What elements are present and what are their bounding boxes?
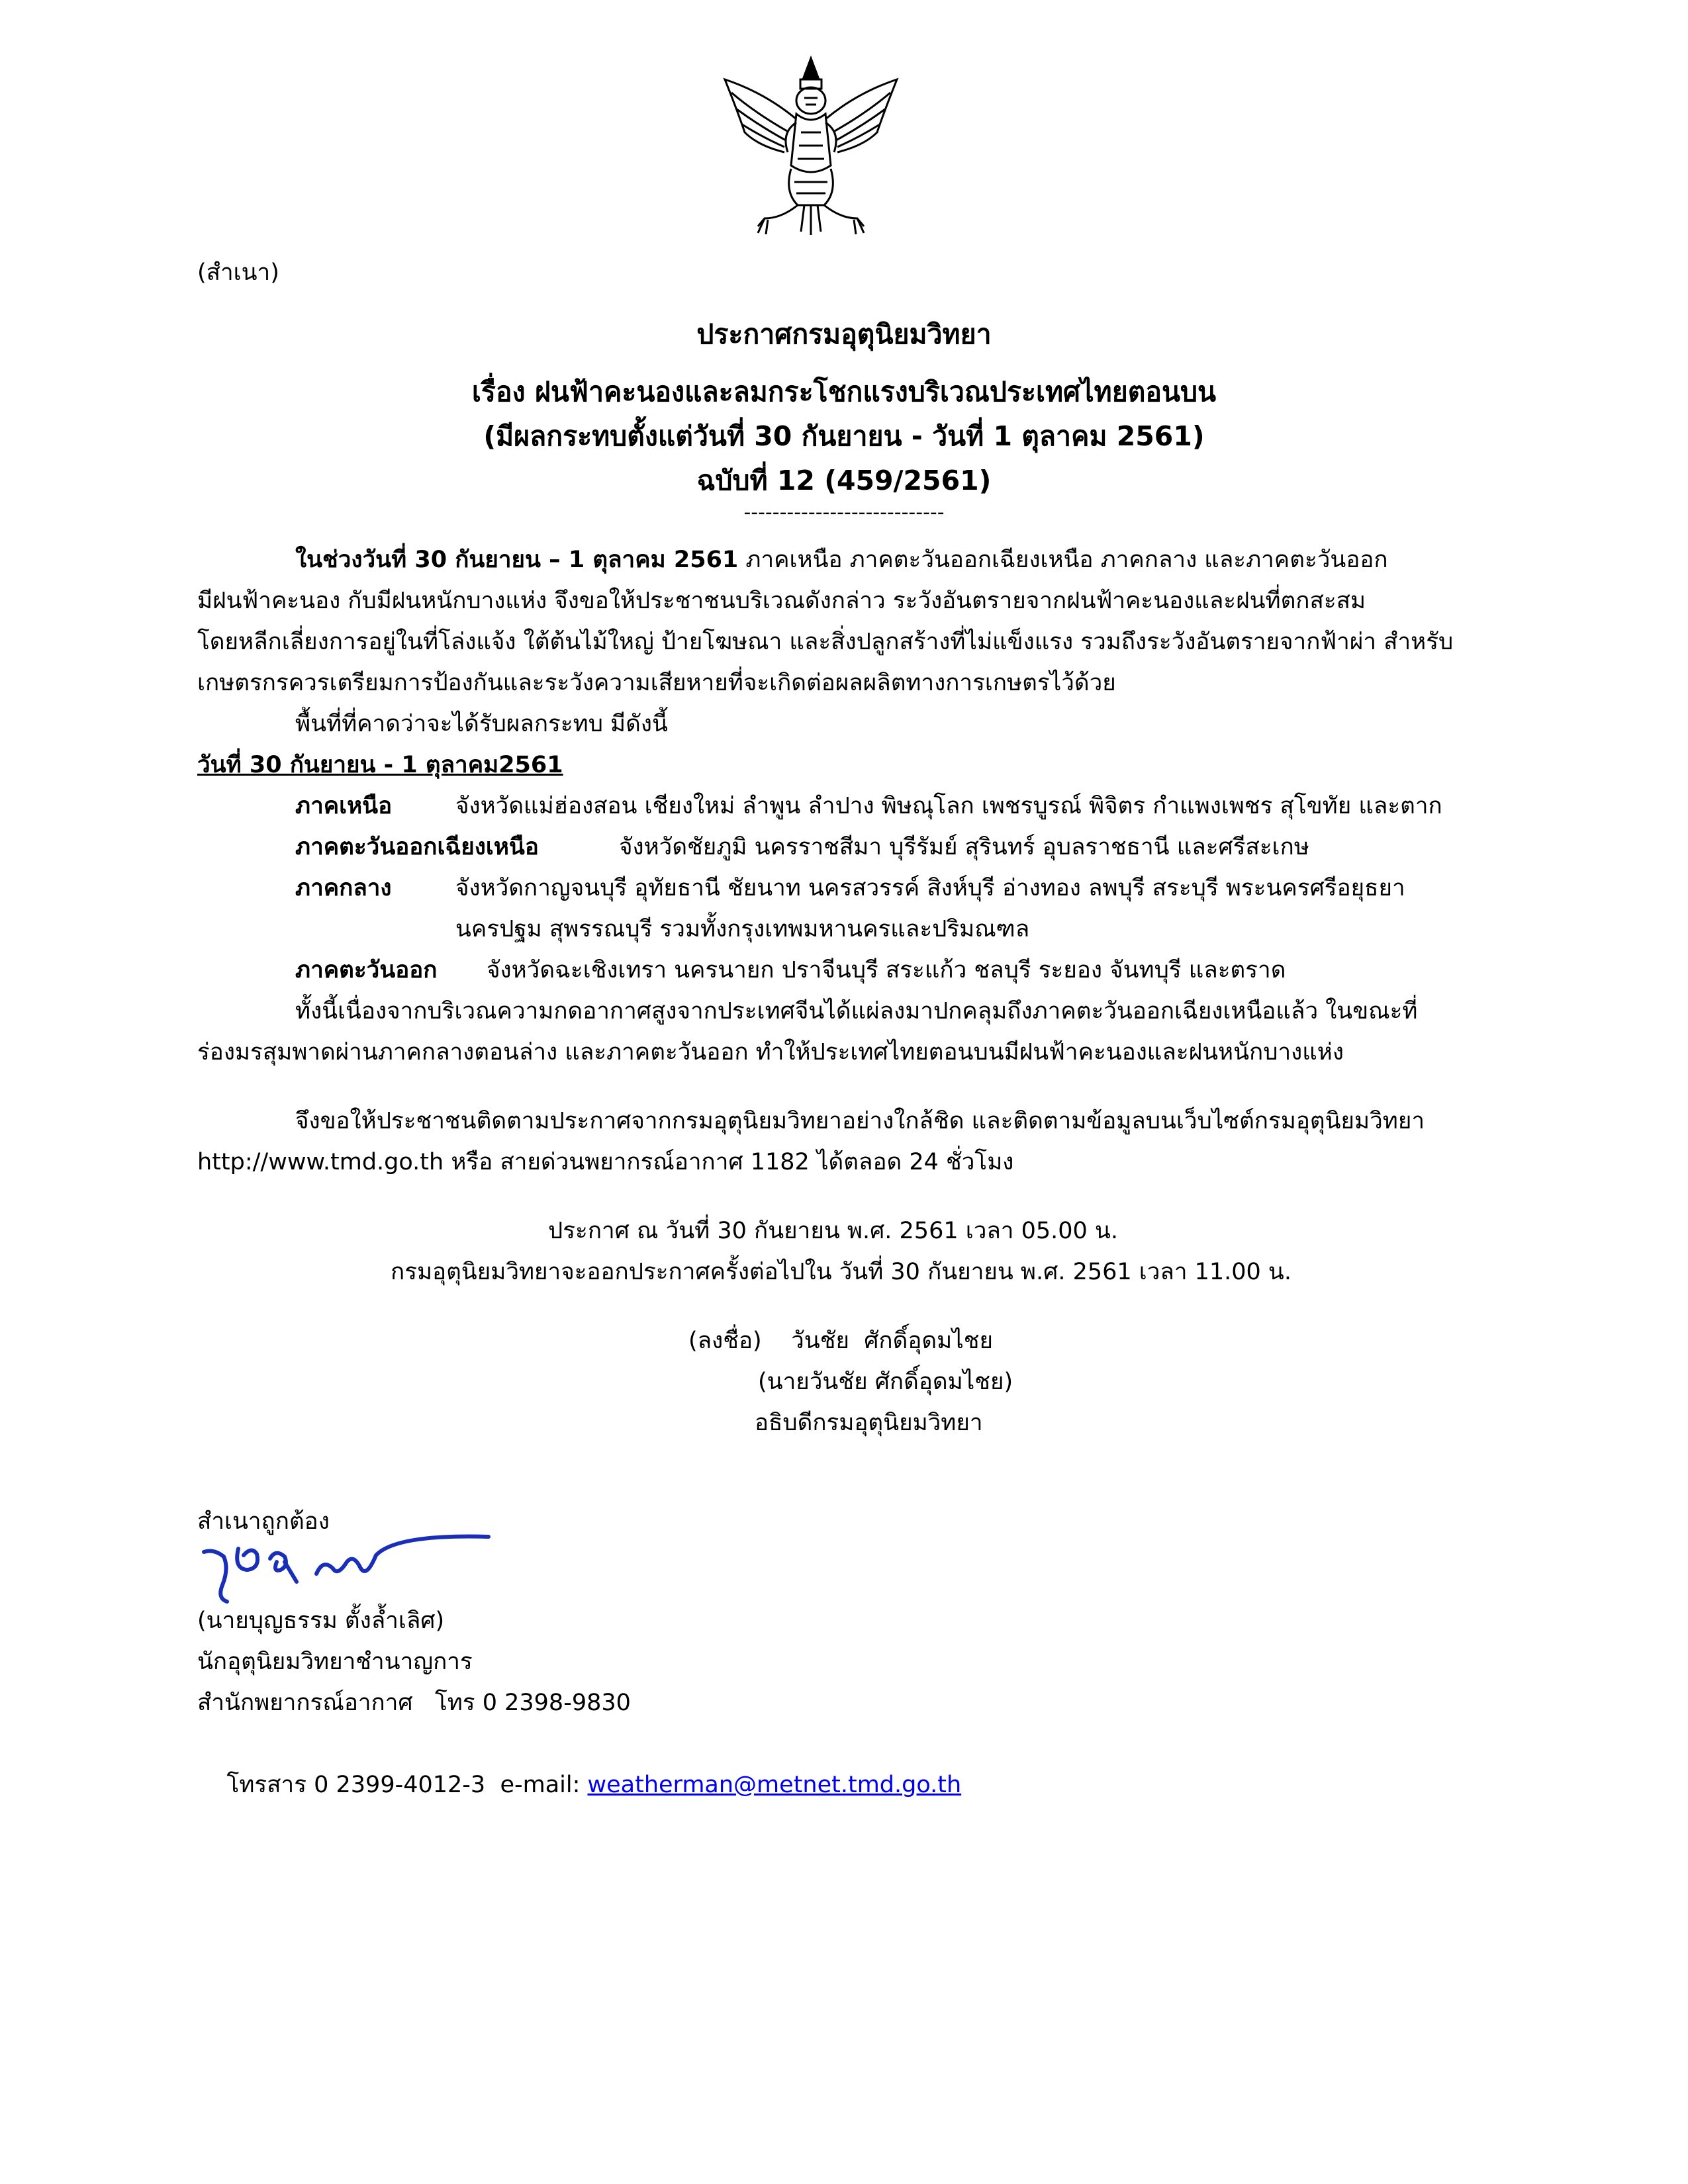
region-provinces-northeast: จังหวัดชัยภูมิ นครราชสีมา บุรีรัมย์ สุรินทร์ อุบลราชธานี และศรีสะเกษ <box>619 834 1309 860</box>
fax-text: โทรสาร 0 2399-4012-3 e-mail: <box>226 1772 588 1798</box>
region-label-north: ภาคเหนือ <box>295 793 393 819</box>
region-provinces-east: จังหวัดฉะเชิงเทรา นครนายก ปราจีนบุรี สระแก้ว ชลบุรี ระยอง จันทบุรี และตราด <box>487 957 1286 983</box>
paragraph-1-line-1 <box>295 539 1388 580</box>
certifier-position: นักอุตุนิยมวิทยาชำนาญการ <box>197 1649 473 1675</box>
region-label-central: ภาคกลาง <box>295 875 392 901</box>
cause-line-2: ร่องมรสุมพาดผ่านภาคกลางตอนล่าง และภาคตะวันออก ทำให้ประเทศไทยตอนบนมีฝนฟ้าคะนองและฝนหนักบางแห่ง <box>197 1039 1344 1066</box>
signed-line: (ลงชื่อ) วันชัย ศักดิ์อุดมไชย <box>688 1328 994 1354</box>
paragraph-1-line-4: เกษตรกรควรเตรียมการป้องกันและระวังความเสียหายที่จะเกิดต่อผลผลิตทางการเกษตรไว้ด้วย <box>197 670 1116 696</box>
follow-up-line-1: จึงขอให้ประชาชนติดตามประกาศจากกรมอุตุนิยมวิทยาอย่างใกล้ชิด และติดตามข้อมูลบนเว็บไซต์กรมอุตุนิยมวิทยา <box>295 1108 1425 1134</box>
follow-up-line-2: http://www.tmd.go.th หรือ สายด่วนพยากรณ์อากาศ 1182 ได้ตลอด 24 ชั่วโมง <box>197 1149 1014 1175</box>
certifier-name: (นายบุญธรรม ตั้งล้ำเลิศ) <box>197 1608 445 1634</box>
affected-areas-intro: พื้นที่ที่คาดว่าจะได้รับผลกระทบ มีดังนี้ <box>295 711 668 737</box>
title-divider: ---------------------------- <box>743 501 945 524</box>
date-heading: วันที่ 30 กันยายน - 1 ตุลาคม2561 <box>197 752 563 778</box>
region-provinces-central-2: นครปฐม สุพรรณบุรี รวมทั้งกรุงเทพมหานครและปริมณฑล <box>455 916 1030 942</box>
region-label-east: ภาคตะวันออก <box>295 957 438 983</box>
issue-number: ฉบับที่ 12 (459/2561) <box>696 465 992 496</box>
email-link[interactable]: weatherman@metnet.tmd.go.th <box>587 1772 962 1798</box>
paragraph-1-line-3: โดยหลีกเลี่ยงการอยู่ในที่โล่งแจ้ง ใต้ต้นไม้ใหญ่ ป้ายโฆษณา และสิ่งปลูกสร้างที่ไม่แข็งแรง รวมถึงระวังอันตรายจากฟ้าผ่า สำหรับ <box>197 629 1454 655</box>
announce-date: ประกาศ ณ วันที่ 30 กันยายน พ.ศ. 2561 เวลา 05.00 น. <box>548 1218 1118 1244</box>
certifier-fax-line <box>197 1723 961 1846</box>
paragraph-1-line-1-text: ภาคเหนือ ภาคตะวันออกเฉียงเหนือ ภาคกลาง และภาคตะวันออก <box>738 547 1388 573</box>
paragraph-1-lead: ในช่วงวันที่ 30 กันยายน – 1 ตุลาคม 2561 <box>295 547 739 573</box>
subject-title: เรื่อง ฝนฟ้าคะนองและลมกระโชกแรงบริเวณประเทศไทยตอนบน <box>471 376 1217 408</box>
certifier-office: สำนักพยากรณ์อากาศ โทร 0 2398-9830 <box>197 1690 631 1716</box>
agency-title: ประกาศกรมอุตุนิยมวิทยา <box>696 318 992 350</box>
paragraph-1-line-2: มีฝนฟ้าคะนอง กับมีฝนหนักบางแห่ง จึงขอให้ประชาชนบริเวณดังกล่าว ระวังอันตรายจากฝนฟ้าคะนองและฝนที่ตกสะสม <box>197 588 1366 614</box>
certified-copy-label: สำเนาถูกต้อง <box>197 1508 330 1535</box>
effective-period: (มีผลกระทบตั้งแต่วันที่ 30 กันยายน - วันที่ 1 ตุลาคม 2561) <box>483 420 1205 452</box>
copy-label: (สำเนา) <box>197 259 279 286</box>
cause-line-1: ทั้งนี้เนื่องจากบริเวณความกดอากาศสูงจากประเทศจีนได้แผ่ลงมาปกคลุมถึงภาคตะวันออกเฉียงเหนือแล้ว ในขณะที่ <box>295 998 1418 1024</box>
garuda-emblem-icon <box>718 53 904 238</box>
region-provinces-north: จังหวัดแม่ฮ่องสอน เชียงใหม่ ลำพูน ลำปาง พิษณุโลก เพชรบูรณ์ พิจิตร กำแพงเพชร สุโขทัย และตาก <box>455 793 1442 819</box>
signatory-position: อธิบดีกรมอุตุนิยมวิทยา <box>755 1410 983 1436</box>
region-label-northeast: ภาคตะวันออกเฉียงเหนือ <box>295 834 539 860</box>
signatory-name: (นายวันชัย ศักดิ์อุดมไชย) <box>758 1369 1013 1395</box>
next-announcement: กรมอุตุนิยมวิทยาจะออกประกาศครั้งต่อไปใน วันที่ 30 กันยายน พ.ศ. 2561 เวลา 11.00 น. <box>391 1259 1291 1285</box>
region-provinces-central-1: จังหวัดกาญจนบุรี อุทัยธานี ชัยนาท นครสวรรค์ สิงห์บุรี อ่างทอง ลพบุรี สระบุรี พระนครศรีอยุธยา <box>455 875 1405 901</box>
